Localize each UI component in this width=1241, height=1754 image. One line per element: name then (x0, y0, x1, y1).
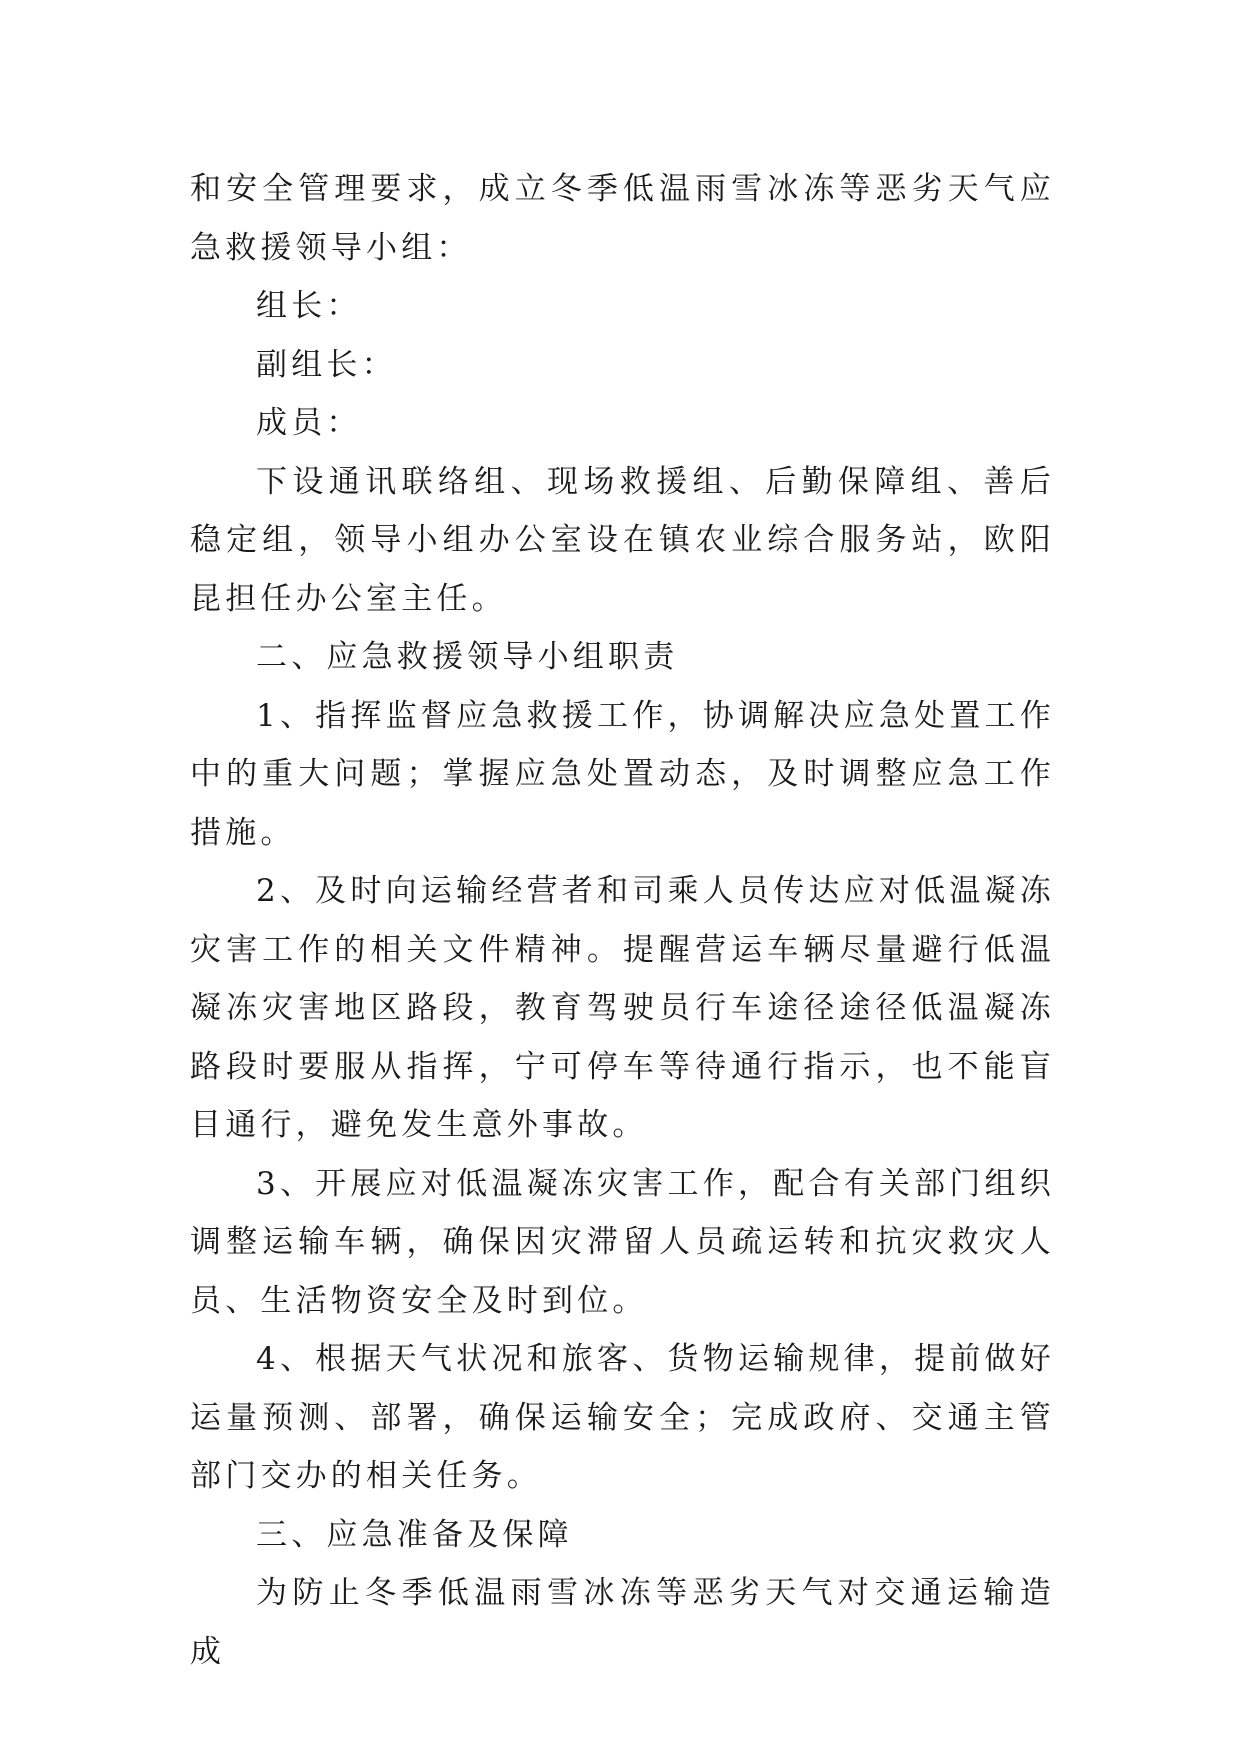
document-body (190, 160, 1055, 1681)
list-item-3: 3、开展应对低温凝冻灾害工作，配合有关部门组织调整运输车辆，确保因灾滞留人员疏运转和抗灾救灾人员、生活物资安全及时到位。 (190, 1165, 1055, 1319)
list-item-1: 1、指挥监督应急救援工作，协调解决应急处置工作中的重大问题；掌握应急处置动态，及时调整应急工作措施。 (190, 697, 1055, 851)
paragraph-subgroups: 下设通讯联络组、现场救援组、后勤保障组、善后稳定组，领导小组办公室设在镇农业综合服务站，欧阳昆担任办公室主任。 (190, 463, 1055, 617)
list-item-2: 2、及时向运输经营者和司乘人员传达应对低温凝冻灾害工作的相关文件精神。提醒营运车辆尽量避行低温凝冻灾害地区路段，教育驾驶员行车途径途径低温凝冻路段时要服从指挥，宁可停车等待通行指示，也不能盲目通行，避免发生意外事故。 (190, 873, 1055, 1143)
section-heading-preparation: 三、应急准备及保障 (256, 1516, 573, 1553)
paragraph-team-leader: 组长： (256, 288, 362, 324)
paragraph-members: 成员： (256, 405, 362, 441)
paragraph-preparation: 为防止冬季低温雨雪冰冻等恶劣天气对交通运输造成 (190, 1575, 1055, 1670)
list-item-4: 4、根据天气状况和旅客、货物运输规律，提前做好运量预测、部署，确保运输安全；完成政府、交通主管部门交办的相关任务。 (190, 1341, 1055, 1494)
paragraph-deputy-leader: 副组长： (256, 346, 397, 383)
section-heading-responsibilities: 二、应急救援领导小组职责 (256, 639, 679, 675)
paragraph-intro: 和安全管理要求，成立冬季低温雨雪冰冻等恶劣天气应急救援领导小组： (190, 171, 1055, 266)
